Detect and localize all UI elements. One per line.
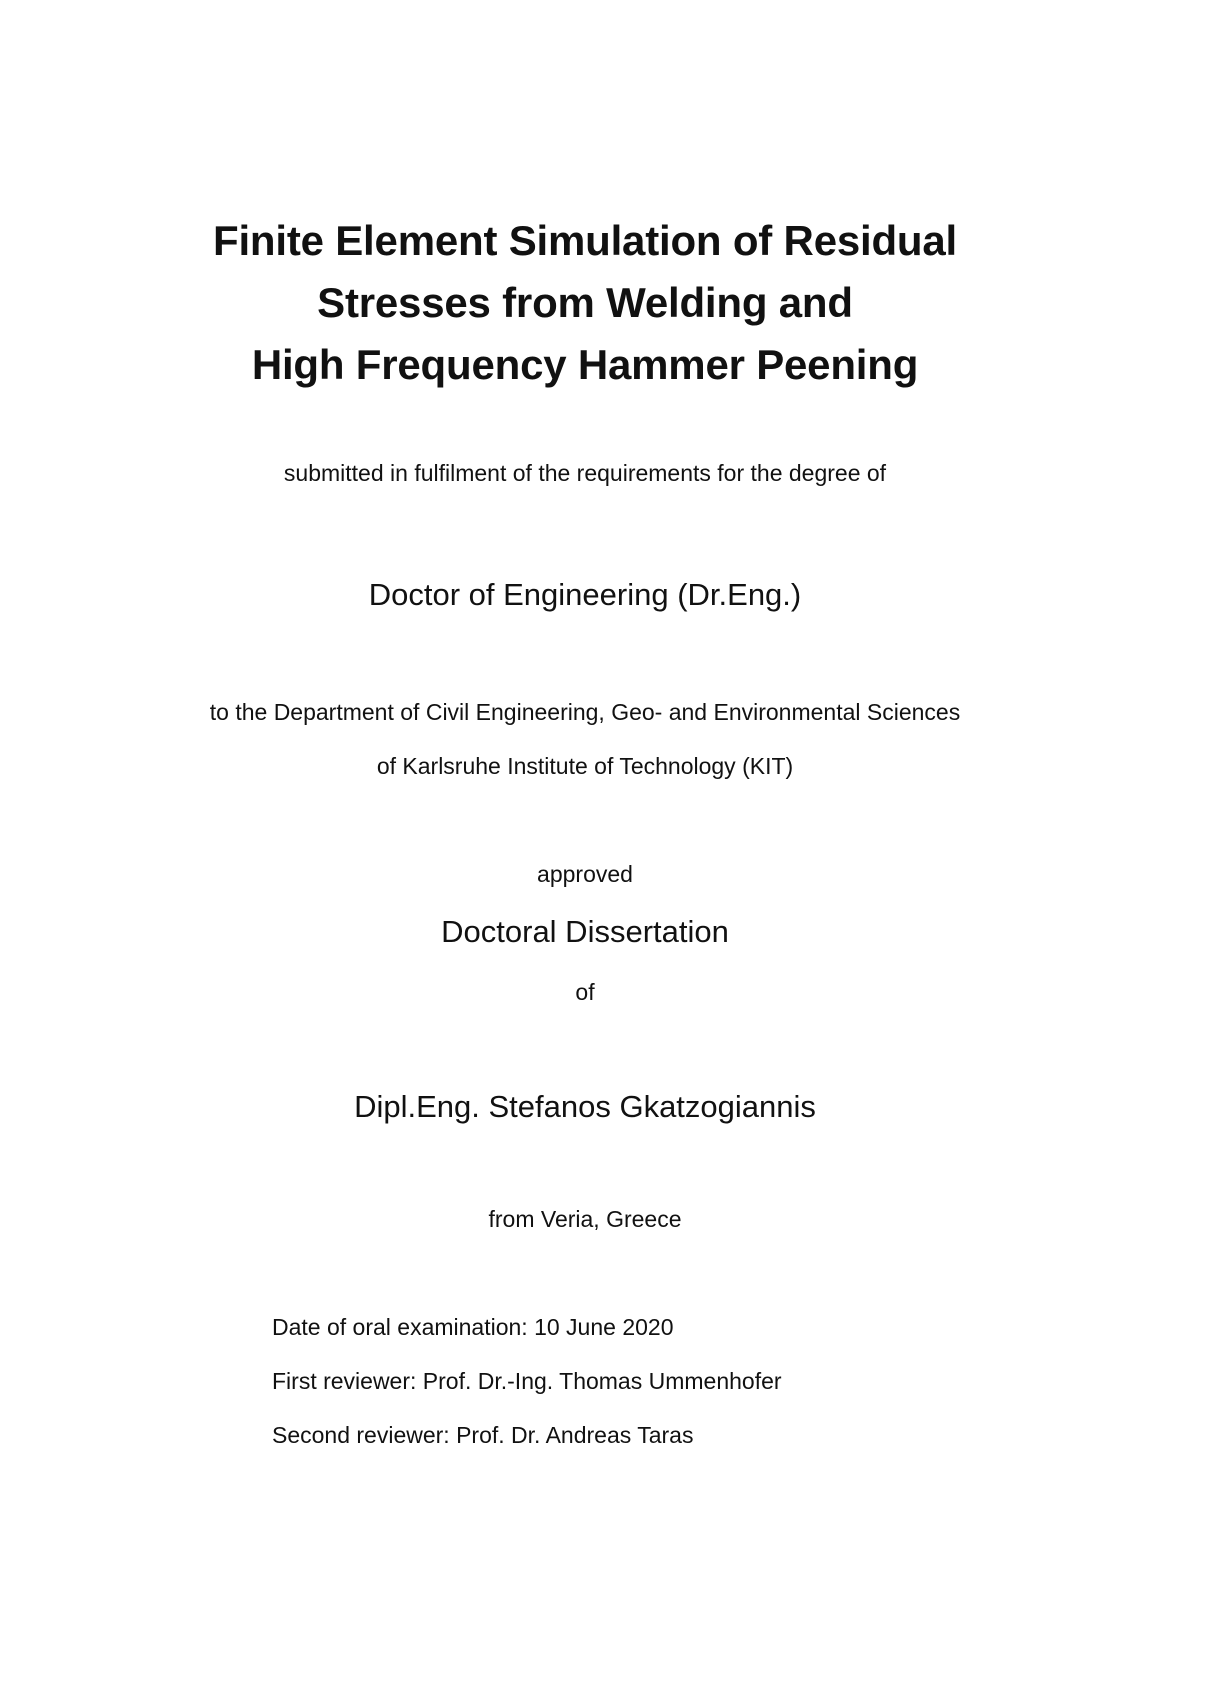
approved-label: approved <box>537 861 633 887</box>
first-reviewer: First reviewer: Prof. Dr.-Ing. Thomas Ummenhofer <box>272 1368 782 1394</box>
submitted-statement: submitted in fulfilment of the requirements for the degree of <box>283 460 887 486</box>
department-line-1: to the Department of Civil Engineering, Geo- and Environmental Sciences <box>209 699 961 725</box>
degree-name: Doctor of Engineering (Dr.Eng.) <box>368 577 802 612</box>
second-reviewer: Second reviewer: Prof. Dr. Andreas Taras <box>272 1422 694 1448</box>
author-origin: from Veria, Greece <box>488 1206 682 1232</box>
thesis-title-line-3: High Frequency Hammer Peening <box>251 341 919 388</box>
dissertation-type: Doctoral Dissertation <box>441 914 729 949</box>
thesis-title-line-1: Finite Element Simulation of Residual <box>212 217 958 264</box>
of-label: of <box>575 979 595 1005</box>
author-name: Dipl.Eng. Stefanos Gkatzogiannis <box>354 1089 816 1124</box>
thesis-title-line-2: Stresses from Welding and <box>317 279 853 326</box>
exam-date: Date of oral examination: 10 June 2020 <box>272 1314 674 1340</box>
department-line-2: of Karlsruhe Institute of Technology (KIT) <box>376 753 794 779</box>
